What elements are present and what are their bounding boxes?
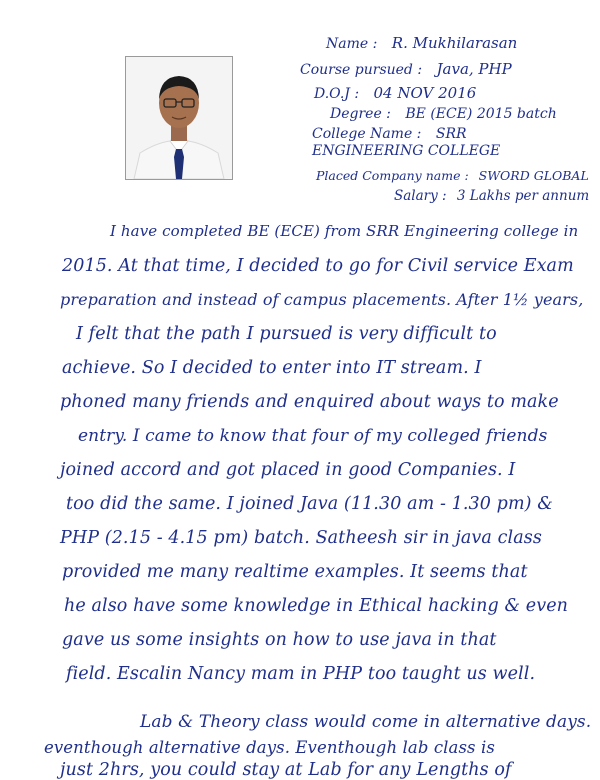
body-line: just 2hrs, you could stay at Lab for any Lengths of — [60, 760, 512, 780]
body-line: joined accord and got placed in good Companies. I — [60, 460, 516, 480]
salary-value: 3 Lakhs per annum — [456, 188, 590, 204]
degree-field — [330, 106, 557, 122]
company-label: Placed Company name : — [316, 168, 469, 183]
salary-field — [394, 188, 589, 204]
course-field — [300, 60, 512, 78]
body-line: phoned many friends and enquired about ways to make — [60, 392, 559, 412]
body-line: gave us some insights on how to use java in that — [62, 630, 497, 650]
body-line: field. Escalin Nancy mam in PHP too taught us well. — [66, 664, 536, 684]
body-line: eventhough alternative days. Eventhough lab class is — [44, 738, 495, 757]
college-label: College Name : — [312, 126, 422, 142]
body-line: too did the same. I joined Java (11.30 am - 1.30 pm) & — [66, 494, 553, 514]
body-line: I have completed BE (ECE) from SRR Engineering college in — [110, 222, 579, 240]
body-line: entry. I came to know that four of my colleged friends — [78, 426, 548, 446]
salary-label: Salary : — [394, 188, 447, 204]
doj-field — [314, 84, 476, 102]
company-field — [316, 168, 589, 183]
body-line: I felt that the path I pursued is very difficult to — [76, 324, 497, 344]
body-line: he also have some knowledge in Ethical hacking & even — [64, 596, 569, 616]
body-line: achieve. So I decided to enter into IT stream. I — [62, 358, 482, 378]
body-line: preparation and instead of campus placements. After 1½ years, — [60, 290, 584, 309]
company-value: SWORD GLOBAL — [478, 168, 589, 183]
name-value: R. Mukhilarasan — [391, 34, 518, 52]
student-portrait-photo-icon — [126, 57, 232, 179]
degree-label: Degree : — [330, 106, 391, 122]
doj-label: D.O.J : — [314, 86, 360, 102]
college-field — [312, 126, 572, 160]
name-label: Name : — [326, 36, 378, 52]
doj-value: 04 NOV 2016 — [373, 84, 477, 102]
course-label: Course pursued : — [300, 62, 423, 78]
course-value: Java, PHP — [436, 60, 512, 78]
student-photo — [125, 56, 233, 180]
degree-value: BE (ECE) 2015 batch — [405, 106, 557, 122]
body-line: PHP (2.15 - 4.15 pm) batch. Satheesh sir in java class — [60, 528, 542, 548]
body-line: Lab & Theory class would come in alternative days. — [140, 712, 592, 732]
body-line: 2015. At that time, I decided to go for Civil service Exam — [62, 256, 574, 276]
body-line: provided me many realtime examples. It seems that — [62, 562, 528, 582]
name-field — [326, 34, 517, 52]
college-value: SRR ENGINEERING COLLEGE — [312, 126, 501, 159]
